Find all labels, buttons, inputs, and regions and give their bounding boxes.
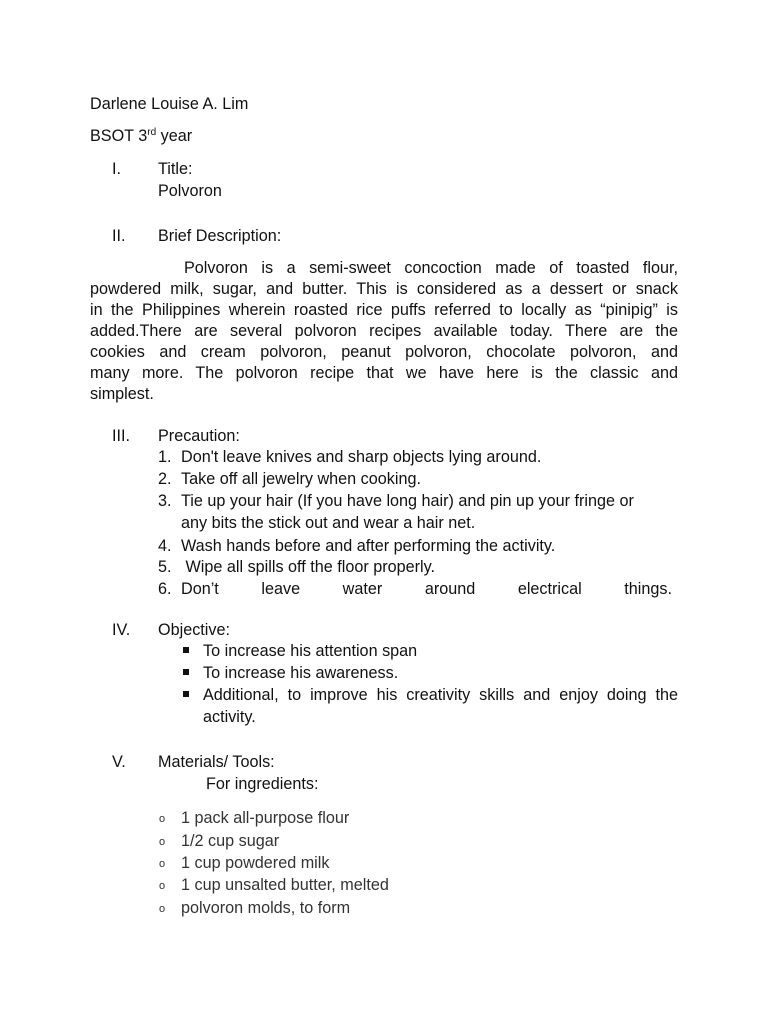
- section-heading-objective: Objective:: [158, 621, 230, 639]
- square-bullet-icon: [183, 691, 189, 697]
- section-numeral-objective: IV.: [112, 621, 131, 639]
- square-bullet-icon: [183, 669, 189, 675]
- objective-item: To increase his attention span: [203, 642, 418, 660]
- author-name: Darlene Louise A. Lim: [90, 95, 249, 113]
- list-item: Don't leave knives and sharp objects lying around.: [181, 448, 542, 466]
- list-item: Tie up your hair (If you have long hair) and pin up your fringe or: [181, 492, 634, 510]
- objective-item: To increase his awareness.: [203, 664, 399, 682]
- objective-item: [203, 684, 678, 728]
- description-paragraph: [90, 258, 678, 405]
- list-word: leave: [261, 580, 301, 598]
- section-numeral-description: II.: [112, 227, 126, 245]
- objective-item-line: Additional, to improve his creativity skills and enjoy doing the: [203, 686, 678, 704]
- section-heading-title: Title:: [158, 160, 193, 178]
- list-item-continuation: any bits the stick out and wear a hair net.: [181, 514, 476, 532]
- ingredients-subheading: For ingredients:: [206, 775, 319, 793]
- ingredient-item: 1 cup unsalted butter, melted: [181, 876, 389, 894]
- course-prefix: BSOT 3: [90, 127, 148, 145]
- description-line: cookies and cream polvoron, peanut polvoron, chocolate polvoron, and: [90, 343, 678, 361]
- square-bullet-icon: [183, 647, 189, 653]
- circle-bullet-icon: o: [159, 880, 166, 892]
- section-heading-materials: Materials/ Tools:: [158, 753, 275, 771]
- list-word: things.: [624, 580, 672, 598]
- circle-bullet-icon: o: [159, 813, 166, 825]
- section-heading-description: Brief Description:: [158, 227, 282, 245]
- course-suffix: year: [156, 127, 193, 145]
- section-numeral-title: I.: [112, 160, 121, 178]
- description-line: powdered milk, sugar, and butter. This is considered as a dessert or snack: [90, 280, 678, 298]
- circle-bullet-icon: o: [159, 903, 166, 915]
- circle-bullet-icon: o: [159, 858, 166, 870]
- section-numeral-materials: V.: [112, 753, 126, 771]
- list-word: Don’t: [181, 580, 219, 598]
- course-ordinal: rd: [147, 127, 157, 138]
- section-numeral-precaution: III.: [112, 427, 130, 445]
- course-year: [90, 126, 192, 149]
- ingredient-item: 1 cup powdered milk: [181, 854, 330, 872]
- list-item: Take off all jewelry when cooking.: [181, 470, 421, 488]
- ingredient-item: polvoron molds, to form: [181, 899, 351, 917]
- description-line: simplest.: [90, 385, 154, 403]
- section-heading-precaution: Precaution:: [158, 427, 240, 445]
- list-word: water: [342, 580, 383, 598]
- circle-bullet-icon: o: [159, 836, 166, 848]
- list-item: Wipe all spills off the floor properly.: [181, 558, 436, 576]
- list-number: 1.: [158, 448, 172, 466]
- description-line: Polvoron is a semi-sweet concoction made of toasted flour,: [184, 259, 678, 277]
- list-number: 5.: [158, 558, 172, 576]
- description-line: added.There are several polvoron recipes available today. There are the: [90, 322, 678, 340]
- description-line: in the Philippines wherein roasted rice puffs referred to locally as “pinipig” is: [90, 301, 678, 319]
- document-title: Polvoron: [158, 182, 222, 200]
- list-number: 3.: [158, 492, 172, 510]
- objective-item-line: activity.: [203, 708, 256, 726]
- list-word: electrical: [517, 580, 582, 598]
- list-number: 2.: [158, 470, 172, 488]
- ingredient-item: 1/2 cup sugar: [181, 832, 280, 850]
- list-item: Wash hands before and after performing the activity.: [181, 537, 556, 555]
- ingredient-item: 1 pack all-purpose flour: [181, 809, 350, 827]
- list-number: 6.: [158, 580, 172, 598]
- list-word: around: [424, 580, 476, 598]
- list-number: 4.: [158, 537, 172, 555]
- list-item: [181, 579, 672, 599]
- description-line: many more. The polvoron recipe that we have here is the classic and: [90, 364, 678, 382]
